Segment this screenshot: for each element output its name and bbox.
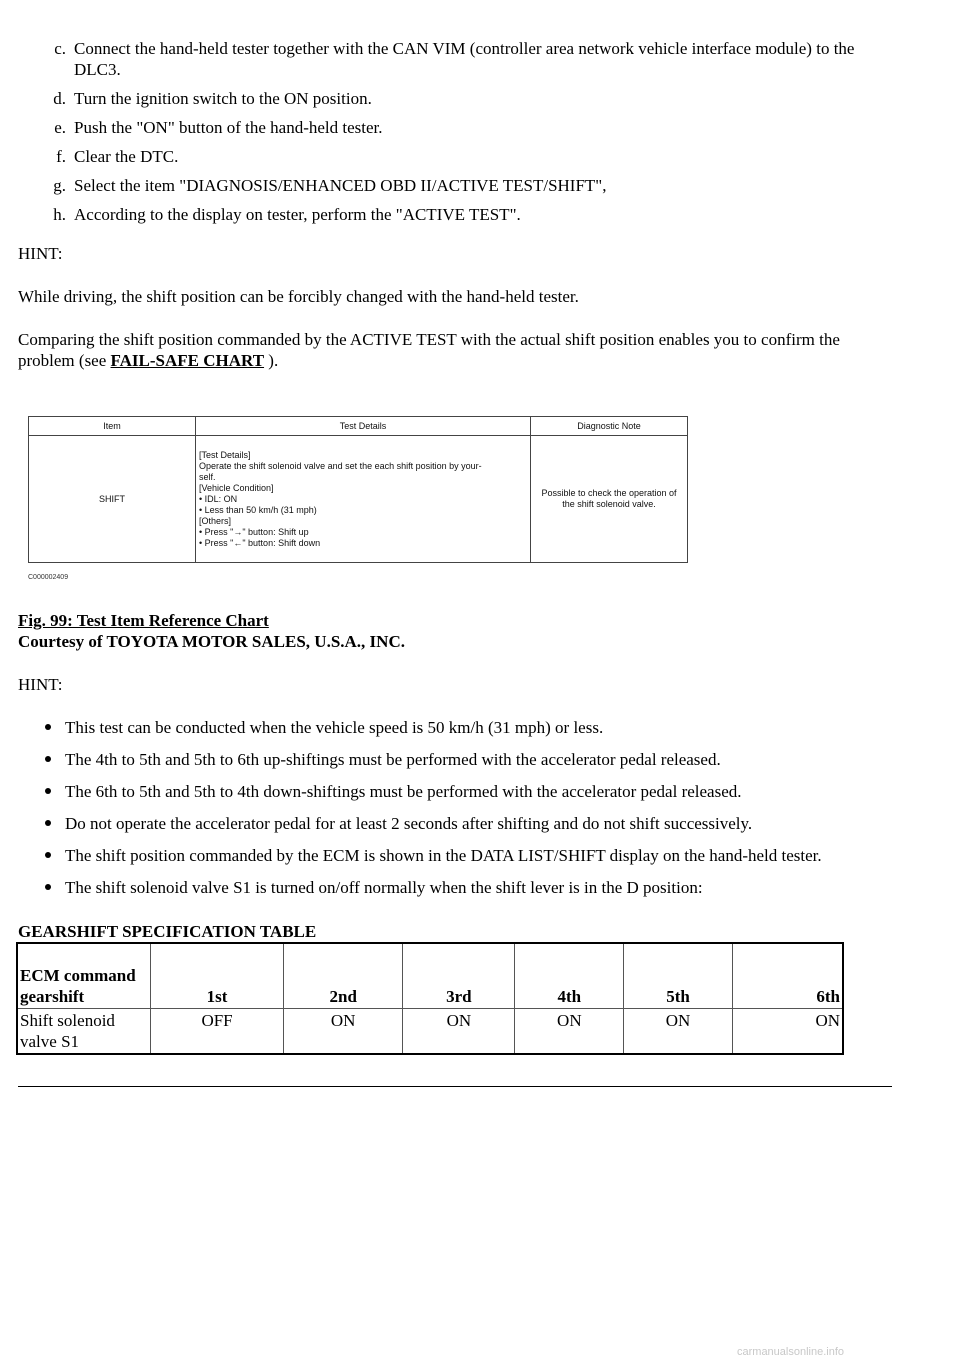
spec-header-1st: 1st bbox=[151, 943, 284, 1009]
spec-cell-6th: ON bbox=[732, 1009, 843, 1055]
gearshift-spec-table bbox=[16, 942, 844, 1055]
figure-caption-title[interactable]: Fig. 99: Test Item Reference Chart bbox=[18, 611, 269, 630]
hint-label: HINT: bbox=[18, 244, 63, 263]
spec-header-3rd: 3rd bbox=[403, 943, 515, 1009]
spec-header-2nd: 2nd bbox=[284, 943, 403, 1009]
list-item: The shift position commanded by the ECM is shown in the DATA LIST/SHIFT display on the hand-held tester. bbox=[44, 845, 894, 866]
spec-cell-2nd: ON bbox=[284, 1009, 403, 1055]
list-item: This test can be conducted when the vehicle speed is 50 km/h (31 mph) or less. bbox=[44, 717, 894, 738]
compare-paragraph: Comparing the shift position commanded by the ACTIVE TEST with the actual shift position enables you to confirm the problem (see FAIL-SAFE CHART ). bbox=[18, 330, 840, 370]
spec-cell-1st: OFF bbox=[151, 1009, 284, 1055]
procedure-steps bbox=[28, 38, 888, 233]
spec-cell-3rd: ON bbox=[403, 1009, 515, 1055]
spec-cell-5th: ON bbox=[624, 1009, 733, 1055]
step-d: d. Turn the ignition switch to the ON position. bbox=[53, 89, 372, 108]
table-row bbox=[17, 943, 843, 1009]
spec-row-label: Shift solenoid valve S1 bbox=[17, 1009, 151, 1055]
list-item: The 4th to 5th and 5th to 6th up-shiftings must be performed with the accelerator pedal released. bbox=[44, 749, 894, 770]
diagnostic-note-header: Diagnostic Note bbox=[531, 417, 688, 436]
hint-bullet-list bbox=[44, 717, 894, 909]
horizontal-divider bbox=[18, 1086, 892, 1087]
spec-cell-4th: ON bbox=[515, 1009, 624, 1055]
figure-caption bbox=[18, 610, 405, 652]
spec-header-6th: 6th bbox=[732, 943, 843, 1009]
diagnostic-note-cell: Possible to check the operation of the shift solenoid valve. bbox=[531, 436, 688, 563]
test-item-table bbox=[28, 416, 688, 563]
table-row bbox=[17, 1009, 843, 1055]
spec-table-title: GEARSHIFT SPECIFICATION TABLE bbox=[18, 922, 317, 941]
hint-label-2: HINT: bbox=[18, 675, 63, 694]
step-g: g. Select the item "DIAGNOSIS/ENHANCED OBD II/ACTIVE TEST/SHIFT", bbox=[53, 176, 607, 195]
item-cell: SHIFT bbox=[29, 436, 196, 563]
test-details-header: Test Details bbox=[196, 417, 531, 436]
step-e: e. Push the "ON" button of the hand-held tester. bbox=[54, 118, 383, 137]
figure-caption-courtesy: Courtesy of TOYOTA MOTOR SALES, U.S.A., INC. bbox=[18, 632, 405, 651]
list-item: The shift solenoid valve S1 is turned on/off normally when the shift lever is in the D position: bbox=[44, 877, 894, 898]
spec-header-4th: 4th bbox=[515, 943, 624, 1009]
watermark: carmanualsonline.info bbox=[737, 1346, 845, 1358]
spec-header-5th: 5th bbox=[624, 943, 733, 1009]
spec-header-ecm: ECM command gearshift bbox=[17, 943, 151, 1009]
step-f: f. Clear the DTC. bbox=[56, 147, 179, 166]
item-header: Item bbox=[29, 417, 196, 436]
step-c: c. Connect the hand-held tester together with the CAN VIM (controller area network vehicle interface module) to the DLC3. bbox=[54, 39, 855, 79]
figure-code: C000002409 bbox=[28, 574, 69, 581]
test-item-reference-figure bbox=[28, 416, 690, 581]
test-details-cell: [Test Details] Operate the shift solenoid valve and set the each shift position by your- self. [Vehicle Condition] • IDL: ON • Less than 50 km/h (31 mph) [Others] • Press "→" button: Shift up • Press "←" button: Shift down bbox=[196, 436, 531, 563]
driving-paragraph: While driving, the shift position can be forcibly changed with the hand-held tester. bbox=[18, 287, 579, 306]
list-item: Do not operate the accelerator pedal for at least 2 seconds after shifting and do not shift successively. bbox=[44, 813, 894, 834]
fail-safe-chart-link[interactable]: FAIL-SAFE CHART bbox=[110, 351, 265, 370]
step-h: h. According to the display on tester, perform the "ACTIVE TEST". bbox=[53, 205, 521, 224]
list-item: The 6th to 5th and 5th to 4th down-shiftings must be performed with the accelerator pedal released. bbox=[44, 781, 894, 802]
